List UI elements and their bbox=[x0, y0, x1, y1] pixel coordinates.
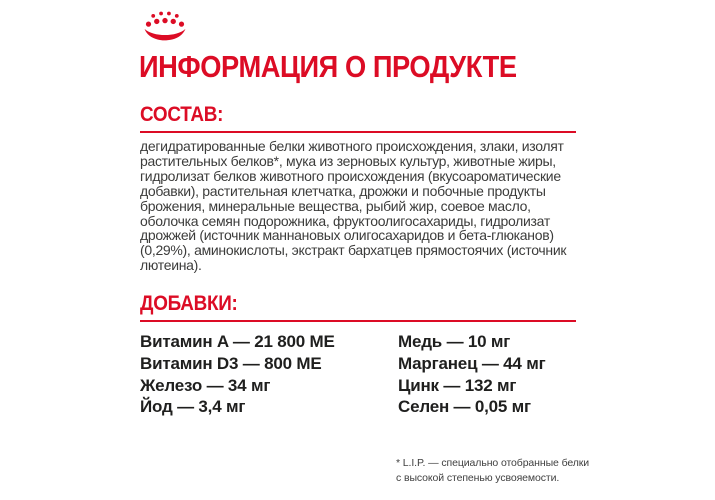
additive-item: Медь — 10 мг bbox=[398, 332, 511, 351]
composition-heading: СОСТАВ: bbox=[140, 103, 224, 126]
additives-column-right bbox=[398, 331, 576, 418]
additive-item: Витамин A — 21 800 МЕ bbox=[140, 332, 335, 351]
additive-item: Железо — 34 мг bbox=[140, 375, 271, 395]
lip-footnote: * L.I.P. — специально отобранные белки с высокой степенью усвояемости. bbox=[396, 457, 590, 484]
page-title: ИНФОРМАЦИЯ О ПРОДУКТЕ bbox=[139, 49, 517, 84]
additive-item: Йод — 3,4 мг bbox=[140, 397, 246, 417]
composition-divider bbox=[140, 131, 576, 133]
additive-item: Селен — 0,05 мг bbox=[398, 397, 531, 417]
additive-item: Цинк — 132 мг bbox=[398, 375, 517, 395]
additives-heading: ДОБАВКИ: bbox=[140, 292, 238, 315]
royal-canin-crown-icon bbox=[143, 8, 187, 45]
additive-item: Витамин D3 — 800 МЕ bbox=[140, 353, 322, 373]
additives-column-left bbox=[140, 331, 398, 418]
additives-divider bbox=[140, 320, 576, 322]
composition-text: дегидратированные белки животного происхождения, злаки, изолят растительных белков*, мука из зерновых культур, животные жиры, гидролизат белков животного происхождения (вкусоароматические добавки), растительная клетчатка, дрожжи и побочные продукты брожения, минеральные вещества, рыбий жир, соевое масло, оболочка семян подорожника, фруктоолигосахариды, гидролизат дрожжей (источник маннановых олигосахаридов и бета-глюканов) (0,29%), аминокислоты, экстракт бархатцев прямостоячих (источник лютеина). bbox=[140, 138, 567, 274]
additive-item: Марганец — 44 мг bbox=[398, 353, 546, 373]
additives-list bbox=[140, 331, 576, 418]
